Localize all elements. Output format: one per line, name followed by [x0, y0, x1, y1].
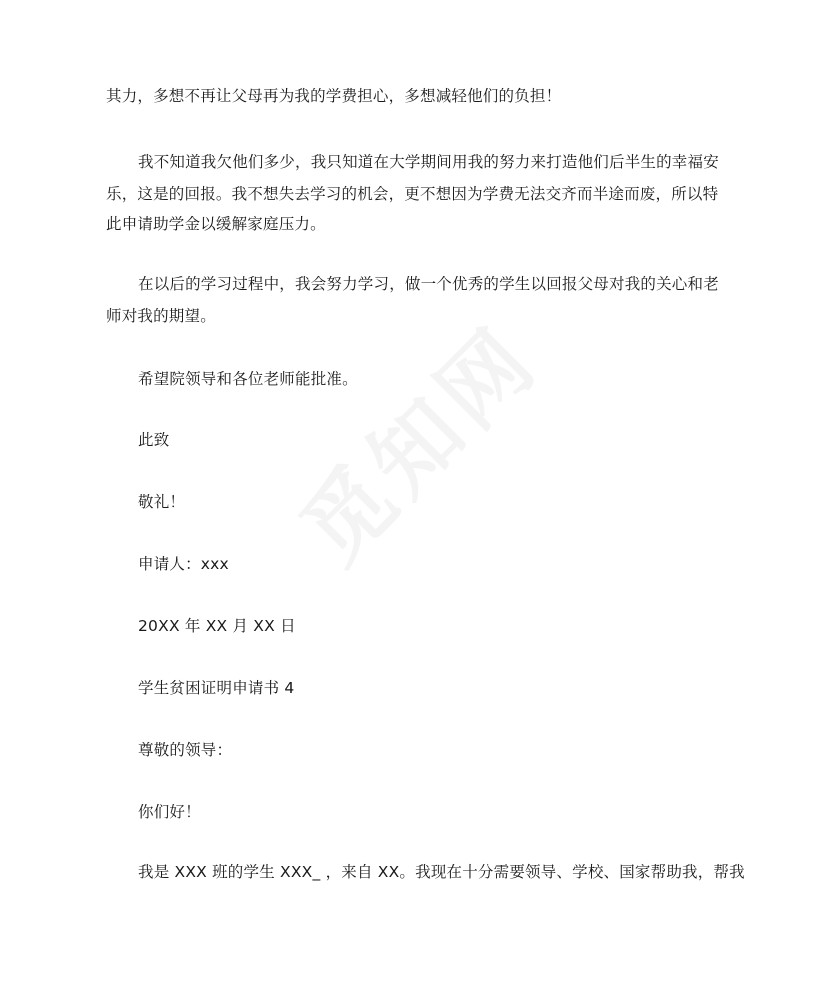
greeting-line: 尊敬的领导： [138, 741, 233, 759]
watermark [275, 300, 565, 590]
paragraph-line: 师对我的期望。 [106, 307, 216, 325]
greeting-line: 你们好！ [138, 803, 201, 821]
closing-line: 此致 [138, 431, 170, 449]
date-line: 20XX 年 XX 月 XX 日 [138, 617, 296, 635]
paragraph-line: 我不知道我欠他们多少，我只知道在大学期间用我的努力来打造他们后半生的幸福安 [138, 153, 719, 171]
paragraph-line: 在以后的学习过程中，我会努力学习，做一个优秀的学生以回报父母对我的关心和老 [138, 275, 719, 293]
applicant-line: 申请人：xxx [138, 555, 229, 573]
salutation-line: 敬礼！ [138, 493, 186, 511]
paragraph-line: 此申请助学金以缓解家庭压力。 [106, 215, 326, 233]
paragraph-line: 我是 XXX 班的学生 XXX_ ，来自 XX。我现在十分需要领导、学校、国家帮助我，帮我 [138, 863, 745, 881]
paragraph-line: 乐，这是的回报。我不想失去学习的机会，更不想因为学费无法交齐而半途而废，所以特 [106, 185, 719, 203]
paragraph-line: 其力，多想不再让父母再为我的学费担心，多想减轻他们的负担！ [106, 87, 562, 105]
paragraph-line: 希望院领导和各位老师能批准。 [138, 370, 358, 388]
section-title: 学生贫困证明申请书 4 [138, 679, 295, 697]
